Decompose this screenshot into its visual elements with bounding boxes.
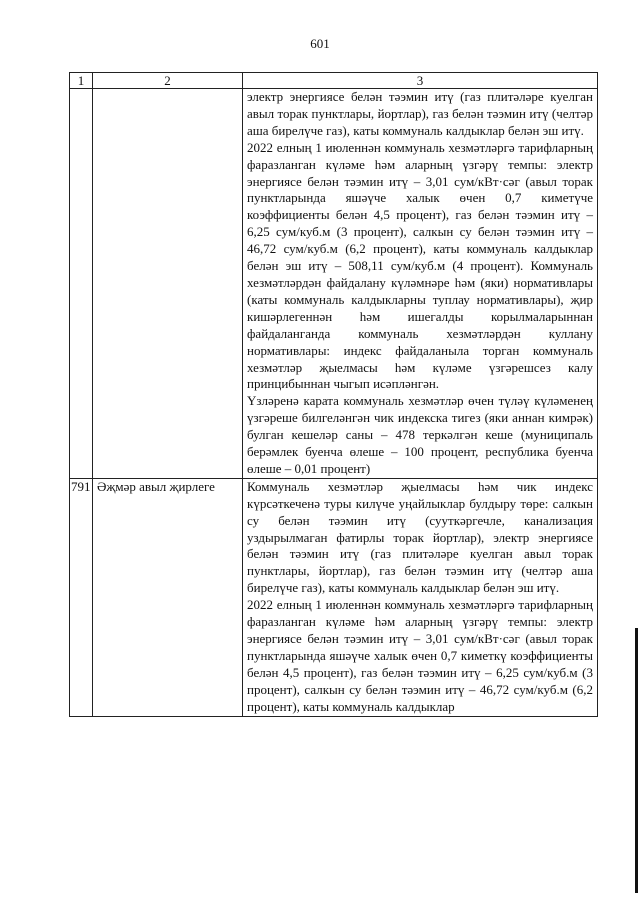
settlement-name (93, 89, 243, 479)
tariff-table (69, 72, 598, 717)
table-header-row (70, 73, 598, 89)
paragraph: 2022 елның 1 июленнән коммуналь хезмәтләргә тарифларның фаразланган күләме һәм аларның үзгәрү темпы: электр энергиясе белән тәэмин итү – 3,01 сум/кВт·сәг (авыл торак пунктларында яшәүче халык өчен 0,7 киметкү коэффициенты белән 4,5 процент), газ белән тәэмин итү – 6,25 сум/куб.м (3 процент), салкын су белән тәэмин итү – 46,72 сум/куб.м (6,2 процент), каты коммуналь калдыклар (247, 597, 593, 714)
row-description (243, 89, 598, 479)
column-header: 3 (243, 73, 598, 89)
row-number: 791 (70, 478, 93, 716)
paragraph: Коммуналь хезмәтләр җыелмасы һәм чик индекс күрсәткеченә туры килүче уңайлыклар булдыру төре: салкын су белән тәэмин итү (сууткәргечле, канализация уздырылмаган фатирлы торак йортлар), электр энергиясе белән тәэмин итү (газ плитәләре куелган авыл торак пунктлары, йортлар), газ белән тәэмин итү (челтәр аша бирелүче газ), каты коммуналь калдыклар белән эш итү. (247, 478, 593, 596)
table-row (70, 478, 598, 716)
table-row (70, 89, 598, 479)
column-header: 2 (93, 73, 243, 89)
row-description (243, 478, 598, 716)
paragraph: 2022 елның 1 июленнән коммуналь хезмәтләргә тарифларның фаразланган күләме һәм аларның үзгәрү темпы: электр энергиясе белән тәэмин итү – 3,01 сум/кВт·сәг (авыл торак пунктларында яшәүче халык өчен 0,7 киметүче коэффициенты белән 4,5 процент), газ белән тәэмин итү – 6,25 сум/куб.м (3 процент), салкын су белән тәэмин итү – 46,72 сум/куб.м (6,2 процент), каты коммуналь калдыклар белән эш итү – 508,11 сум/куб.м (4 процент). Коммуналь хезмәтләрдән файдалану күләмнәре һәм (яки) нормативлары (каты коммуналь калдыкларны туплау нормативлары), җир кишәрлегеннән һәм ишегалды корылмаларыннан файдаланганда коммуналь хезмәтләрдән куллану нормативлары: индекс файдаланыла торган коммуналь хезмәтләр җыелмасы һәм күләме үзгәрешсез калу принцибыннан чыгып исәпләнгән. (247, 139, 593, 392)
row-number (70, 89, 93, 479)
column-header: 1 (70, 73, 93, 89)
paragraph: Үзләренә карата коммуналь хезмәтләр өчен түләү күләменең үзгәреше билгеләнгән чик индекска тигез (яки аннан кимрәк) булган кешеләр саны – 478 теркәлгән кеше (муниципаль берәмлек буенча өлеше – 100 процент, республика буенча өлеше – 0,01 процент) (247, 393, 593, 476)
paragraph: электр энергиясе белән тәэмин итү (газ плитәләре куелган авыл торак пунктлары, йортлар), газ белән тәэмин итү (челтәр аша бирелүче газ), каты коммуналь калдыклар белән эш итү. (247, 89, 593, 138)
page-number: 601 (310, 36, 330, 51)
scan-edge-mark (635, 628, 638, 893)
settlement-name: Әҗмәр авыл җирлеге (93, 478, 243, 716)
